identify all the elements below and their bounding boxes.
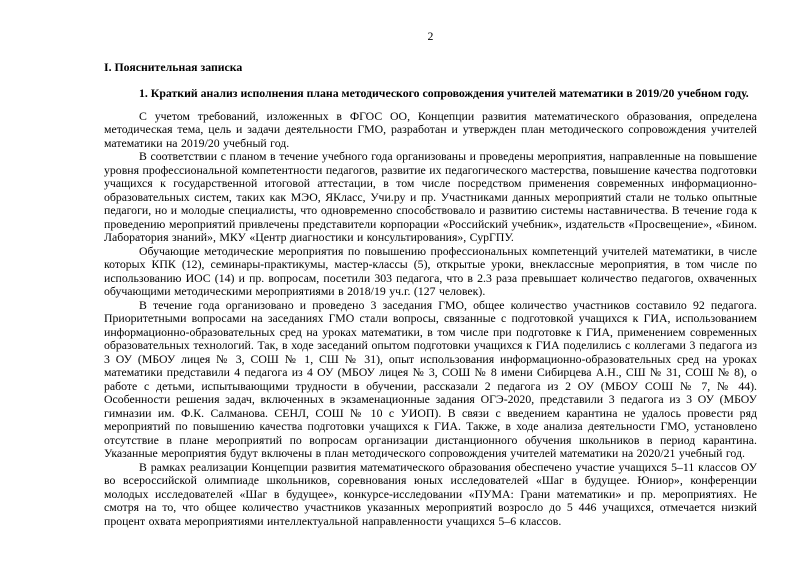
paragraph-gmo-meetings: В течение года организовано и проведено 3 заседания ГМО, общее количество участников составило 92 педагога. Приоритетными вопросами на заседаниях ГМО стали вопросы, связанные с подготовкой учащихся к ГИА, использованием информационно-образовательных сред на уроках математики, в том числе при подготовке к ГИА, применением современных образовательных технологий. Так, в ходе заседаний опытом подготовки учащихся к ГИА поделились с коллегами 3 педагога из 3 ОУ (МБОУ лицея № 3, СОШ № 1, СШ № 31), опыт использования информационно-образовательных сред на уроках математики представили 4 педагога из 4 ОУ (МБОУ лицея № 3, СОШ № 8 имени Сибирцева А.Н., СШ № 31, СОШ № 8), о работе с детьми, испытывающими трудности в обучении, рассказали 2 педагога из 2 ОУ (МБОУ СОШ № 7, № 44). Особенности решения задач, включенных в экзаменационные задания ОГЭ-2020, представили 3 педагога из 3 ОУ (МБОУ гимназии им. Ф.К. Салманова. СЕНЛ, СОШ № 10 с УИОП). В связи с введением карантина не удалось провести ряд мероприятий по повышению качества подготовки учащихся к ГИА. Также, в ходе анализа деятельности ГМО, установлено отсутствие в плане мероприятий по вопросам организации дистанционного обучения школьников в период карантина. Указанные мероприятия будут включены в план методического сопровождения учителей математики на 2020/21 учебный год. xyxy=(104,297,757,460)
page-content xyxy=(104,0,757,528)
paragraph-events-held: В соответствии с планом в течение учебного года организованы и проведены мероприятия, направленные на повышение уровня профессиональной компетентности педагогов, развитие их педагогического мастерства, повышение качества подготовки учащихся к государственной итоговой аттестации, в том числе посредством применения современных информационно-образовательных систем, таких как МЭО, ЯКласс, Учи.ру и пр. Участниками данных мероприятий стали не только опытные педагоги, но и молодые специалисты, что одновременно способствовало и развитию системы наставничества. В течение года к проведению мероприятий привлечены представители корпорации «Российский учебник», издательств «Просвещение», «Бином. Лаборатория знаний», МКУ «Центр диагностики и консультирования», СурГПУ. xyxy=(104,149,757,244)
page-number: 2 xyxy=(427,29,434,43)
paragraph-olympiads: В рамках реализации Концепции развития математического образования обеспечено участие учащихся 5–11 классов ОУ во всероссийской олимпиаде школьников, соревнования юных исследователей «Шаг в будущее. Юниор», конференции молодых исследователей «Шаг в будущее», конкурсе-исследовании «ПУМА: Грани математики» и пр. мероприятиях. Не смотря на то, что общее количество участников указанных мероприятий возросло до 5 446 учащихся, отмечается низкий процент охвата мероприятиями интеллектуальной направленности учащихся 5–6 классов. xyxy=(104,459,757,528)
section-heading: I. Пояснительная записка xyxy=(104,59,243,74)
subsection-heading: 1. Краткий анализ исполнения плана методического сопровождения учителей математики в 2019/20 учебном году. xyxy=(139,86,749,100)
paragraph-training-events: Обучающие методические мероприятия по повышению профессиональных компетенций учителей математики, в числе которых КПК (12), семинары-практикумы, мастер-классы (5), открытые уроки, внеклассные мероприятия, в том числе по использованию ИОС (14) и пр. вопросам, посетили 303 педагога, что в 2.3 раза превышает количество педагогов, охваченных обучающими методическими мероприятиями в 2018/19 уч.г. (127 человек). xyxy=(104,243,757,298)
paragraph-plan-approved: С учетом требований, изложенных в ФГОС ОО, Концепции развития математического образования, определена методическая тема, цель и задачи деятельности ГМО, разработан и утвержден план методического сопровождения учителей математики на 2019/20 учебный год. xyxy=(104,108,757,150)
body-text xyxy=(104,110,757,529)
